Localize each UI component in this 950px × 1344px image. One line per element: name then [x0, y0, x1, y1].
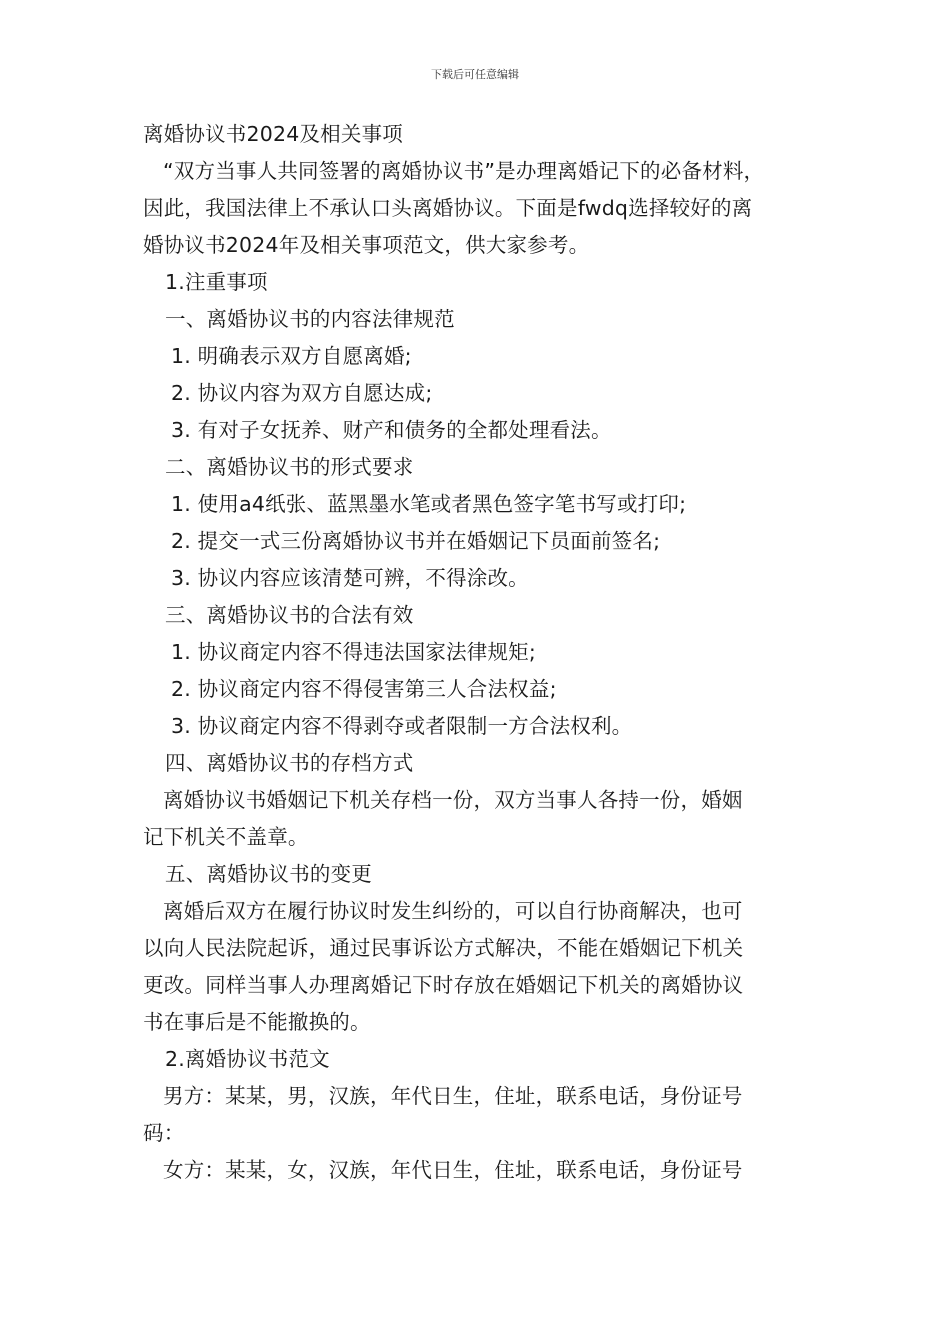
- text-line: 1. 使用a4纸张、蓝黑墨水笔或者黑色签字笔书写或打印;: [171, 492, 687, 516]
- text-line: 离婚后双方在履行协议时发生纠纷的，可以自行协商解决，也可: [163, 899, 743, 923]
- text-line: 四、离婚协议书的存档方式: [165, 751, 414, 775]
- text-line: 1. 明确表示双方自愿离婚;: [171, 344, 412, 368]
- text-line: 女方：某某，女，汉族，年代日生，住址，联系电话，身份证号: [163, 1158, 743, 1182]
- text-line: 更改。同样当事人办理离婚记下时存放在婚姻记下机关的离婚协议: [143, 973, 744, 997]
- text-line: 2.离婚协议书范文: [165, 1047, 330, 1071]
- document-body: [143, 116, 823, 1189]
- text-line: 3. 协议商定内容不得剥夺或者限制一方合法权利。: [171, 714, 633, 738]
- text-line: 2. 协议内容为双方自愿达成;: [171, 381, 433, 405]
- page-header: 下载后可任意编辑: [431, 68, 519, 81]
- text-line: 码：: [143, 1121, 185, 1145]
- text-line: 因此，我国法律上不承认口头离婚协议。下面是fwdq选择较好的离: [143, 196, 753, 220]
- text-line: 3. 协议内容应该清楚可辨，不得涂改。: [171, 566, 529, 590]
- text-line: 记下机关不盖章。: [143, 825, 309, 849]
- text-line: 二、离婚协议书的形式要求: [165, 455, 414, 479]
- text-line: 五、离婚协议书的变更: [165, 862, 372, 886]
- text-line: 男方：某某，男，汉族，年代日生，住址，联系电话，身份证号: [163, 1084, 743, 1108]
- text-line: 一、离婚协议书的内容法律规范: [165, 307, 455, 331]
- text-line: 2. 提交一式三份离婚协议书并在婚姻记下员面前签名;: [171, 529, 661, 553]
- text-line: 离婚协议书婚姻记下机关存档一份，双方当事人各持一份，婚姻: [163, 788, 743, 812]
- text-line: 2. 协议商定内容不得侵害第三人合法权益;: [171, 677, 557, 701]
- text-line: 以向人民法院起诉，通过民事诉讼方式解决，不能在婚姻记下机关: [143, 936, 744, 960]
- text-line: 1.注重事项: [165, 270, 268, 294]
- text-line: 婚协议书2024年及相关事项范文，供大家参考。: [143, 233, 590, 257]
- text-line: 三、离婚协议书的合法有效: [165, 603, 414, 627]
- text-line: “双方当事人共同签署的离婚协议书”是办理离婚记下的必备材料，: [163, 159, 765, 183]
- text-line: 离婚协议书2024及相关事项: [143, 122, 403, 146]
- text-line: 书在事后是不能撤换的。: [143, 1010, 371, 1034]
- text-line: 1. 协议商定内容不得违法国家法律规矩;: [171, 640, 536, 664]
- text-line: 3. 有对子女抚养、财产和债务的全都处理看法。: [171, 418, 612, 442]
